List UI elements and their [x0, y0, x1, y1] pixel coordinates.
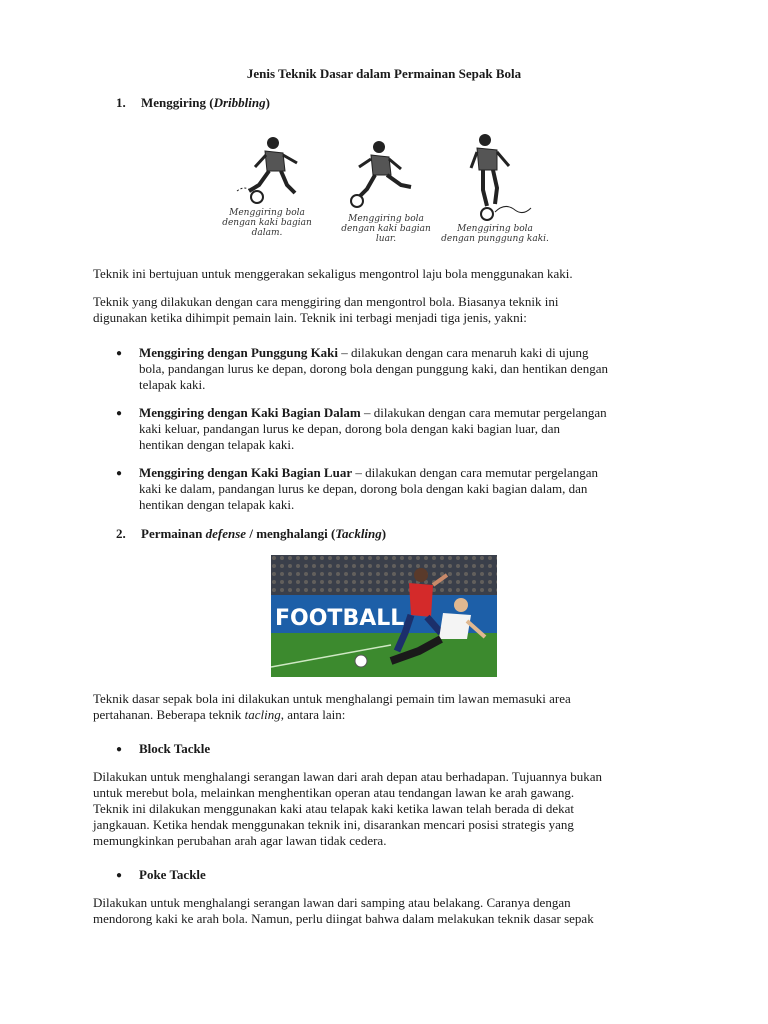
- list-item-text: kaki keluar, pandangan lurus ke depan, dorong bola dengan kaki bagian luar, dan: [139, 421, 560, 436]
- section-2-heading-text: / menghalangi (: [246, 526, 336, 541]
- dribble-inside-illustration: [235, 133, 315, 205]
- block-tackle-line: Teknik ini dilakukan menggunakan kaki atau telapak kaki ketika lawan telah berada di dekat: [93, 801, 574, 816]
- section-1-heading-text: Menggiring (: [141, 95, 214, 110]
- bullet-icon: ●: [116, 468, 123, 479]
- section-2-heading-text: Permainan: [141, 526, 206, 541]
- caption-dribble-inside: Menggiring bola dengan kaki bagian dalam.: [222, 208, 312, 238]
- dribbling-description-line-2: digunakan ketika dihimpit pemain lain. Teknik ini terbagi menjadi tiga jenis, yakni:: [93, 310, 527, 325]
- tackling-description-line-1: Teknik dasar sepak bola ini dilakukan untuk menghalangi pemain tim lawan memasuki area: [93, 691, 571, 706]
- bullet-icon: ●: [116, 870, 123, 881]
- block-tackle-line: untuk merebut bola, melainkan menghentikan operan atau tendangan lawan ke arah gawang.: [93, 785, 575, 800]
- list-item-text: – dilakukan dengan cara menaruh kaki di ujung: [338, 345, 589, 360]
- tackling-description-line-2-end: , antara lain:: [280, 707, 346, 722]
- dribbling-description-line-1: Teknik yang dilakukan dengan cara menggiring dan mengontrol bola. Biasanya teknik ini: [93, 294, 559, 309]
- dribble-instep-illustration: [465, 130, 535, 222]
- section-2-heading-suffix: ): [381, 526, 387, 541]
- list-item-text: – dilakukan dengan cara memutar pergelangan: [352, 465, 599, 480]
- list-item-text: hentikan dengan telapak kaki.: [139, 437, 295, 452]
- list-item-text: kaki ke dalam, pandangan lurus ke depan, dorong bola dengan kaki bagian dalam, dan: [139, 481, 588, 496]
- block-tackle-line: memungkinkan perubahan arah agar lawan tidak cedera.: [93, 833, 387, 848]
- bullet-icon: ●: [116, 348, 123, 359]
- section-1-heading-suffix: ): [265, 95, 270, 110]
- poke-tackle-heading: Poke Tackle: [139, 867, 206, 882]
- poke-tackle-line: Dilakukan untuk menghalangi serangan lawan dari samping atau belakang. Caranya dengan: [93, 895, 571, 910]
- list-item-heading: Menggiring dengan Punggung Kaki: [139, 345, 339, 360]
- poke-tackle-text: [93, 895, 683, 927]
- photo-banner-text: FOOTBALL: [275, 606, 405, 631]
- block-tackle-heading: Block Tackle: [139, 741, 211, 756]
- caption-dribble-outside: Menggiring bola dengan kaki bagian luar.: [341, 214, 431, 244]
- section-1-heading-italic: Dribbling: [213, 95, 266, 110]
- block-tackle-line: Dilakukan untuk menghalangi serangan lawan dari arah depan atau berhadapan. Tujuannya bukan: [93, 769, 602, 784]
- list-item-heading: Menggiring dengan Kaki Bagian Dalam: [139, 405, 361, 420]
- block-tackle-line: jangkauan. Ketika hendak menggunakan teknik ini, disarankan mencari posisi strategis yang: [93, 817, 574, 832]
- section-1-number: 1.: [116, 95, 126, 110]
- dribbling-description: [93, 294, 683, 326]
- bullet-icon: ●: [116, 744, 123, 755]
- list-item-punggung-kaki: [139, 345, 679, 393]
- section-2-number: 2.: [116, 526, 126, 541]
- section-2-heading-italic: Tackling: [335, 526, 382, 541]
- tackling-description-line-2: pertahanan. Beberapa teknik: [93, 707, 245, 722]
- block-tackle-text: [93, 769, 683, 849]
- list-item-heading: Menggiring dengan Kaki Bagian Luar: [139, 465, 353, 480]
- caption-dribble-instep: Menggiring bola dengan punggung kaki.: [441, 224, 549, 244]
- list-item-text: hentikan dengan telapak kaki.: [139, 497, 295, 512]
- section-1-heading: [116, 95, 270, 111]
- list-item-text: – dilakukan dengan cara memutar pergelangan: [360, 405, 607, 420]
- section-2-heading-italic: defense: [205, 526, 247, 541]
- list-item-kaki-luar: [139, 465, 679, 513]
- list-item-text: bola, pandangan lurus ke depan, dorong bola dengan punggung kaki, dan hentikan dengan: [139, 361, 608, 376]
- dribbling-purpose-text: Teknik ini bertujuan untuk menggerakan sekaligus mengontrol laju bola menggunakan kaki.: [93, 266, 573, 281]
- list-item-text: telapak kaki.: [139, 377, 206, 392]
- document-title: Jenis Teknik Dasar dalam Permainan Sepak Bola: [246, 66, 522, 81]
- dribble-outside-illustration: [345, 137, 420, 209]
- section-2-heading: [116, 526, 386, 542]
- bullet-icon: ●: [116, 408, 123, 419]
- tackling-italic-term: tacling: [244, 707, 281, 722]
- tackling-description: [93, 691, 683, 723]
- tackling-photo: [271, 555, 497, 677]
- poke-tackle-line: mendorong kaki ke arah bola. Namun, perlu diingat bahwa dalam melakukan teknik dasar sepak: [93, 911, 594, 926]
- list-item-kaki-dalam: [139, 405, 679, 453]
